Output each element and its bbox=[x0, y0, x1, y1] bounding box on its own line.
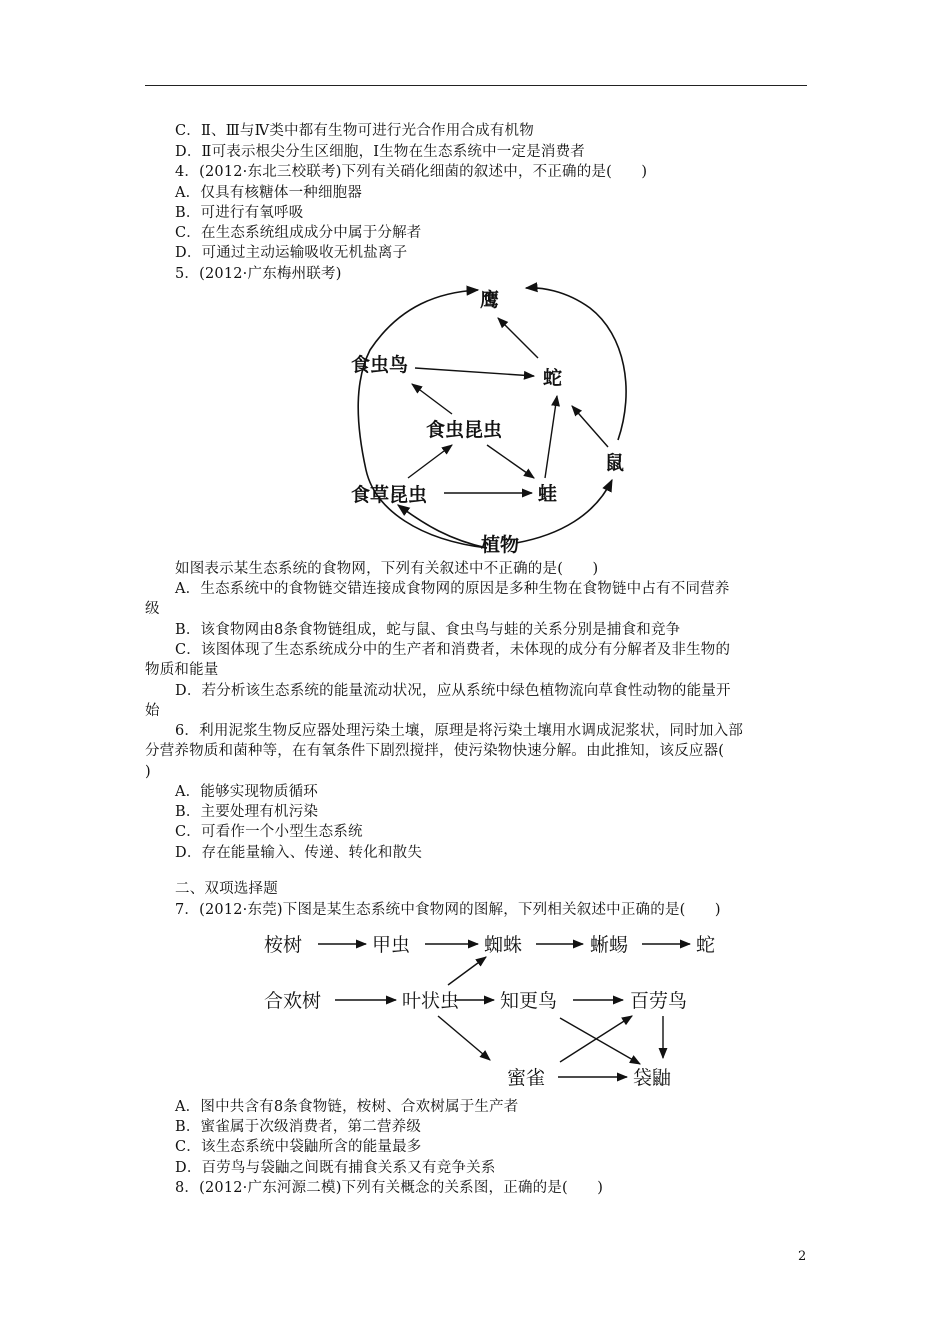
q4-option-a: A．仅具有核糖体一种细胞器 bbox=[175, 185, 363, 201]
node-albizia: 合欢树 bbox=[264, 990, 322, 1012]
q6-option-a: A．能够实现物质循环 bbox=[175, 784, 318, 800]
q5-option-c-line1: C．该图体现了生态系统成分中的生产者和消费者，未体现的成分有分解者及非生物的 bbox=[175, 642, 731, 658]
q6-stem-line1: 6．利用泥浆生物反应器处理污染土壤，原理是将污染土壤用水调成泥浆状，同时加入部 bbox=[175, 723, 744, 739]
q7-option-b: B．蜜雀属于次级消费者，第二营养级 bbox=[175, 1119, 422, 1135]
q4-stem: 4．(2012·东北三校联考)下列有关硝化细菌的叙述中，不正确的是( ) bbox=[175, 164, 648, 180]
q7-option-a: A．图中共含有8条食物链，桉树、合欢树属于生产者 bbox=[175, 1099, 519, 1115]
node-herbivorous-insect: 食草昆虫 bbox=[351, 484, 428, 506]
node-leaf-insect: 叶状虫 bbox=[402, 990, 460, 1012]
q6-option-b: B．主要处理有机污染 bbox=[175, 804, 319, 820]
q7-option-d: D．百劳鸟与袋鼬之间既有捕食关系又有竞争关系 bbox=[175, 1160, 496, 1176]
node-lizard: 蜥蜴 bbox=[590, 934, 629, 956]
node-quoll: 袋鼬 bbox=[633, 1067, 672, 1089]
q5-option-a-line1: A．生态系统中的食物链交错连接成食物网的原因是多种生物在食物链中占有不同营养 bbox=[175, 581, 730, 597]
q4-option-b: B．可进行有氧呼吸 bbox=[175, 205, 304, 221]
node-snake: 蛇 bbox=[543, 367, 563, 389]
q3-option-c: C．Ⅱ、Ⅲ与Ⅳ类中都有生物可进行光合作用合成有机物 bbox=[175, 123, 534, 139]
node-insectivorous-insect: 食虫昆虫 bbox=[426, 419, 503, 441]
node-spider: 蜘蛛 bbox=[484, 934, 523, 956]
page-number: 2 bbox=[798, 1249, 807, 1264]
node-eagle: 鹰 bbox=[480, 289, 500, 311]
q4-option-c: C．在生态系统组成成分中属于分解者 bbox=[175, 225, 422, 241]
node-snake-2: 蛇 bbox=[696, 934, 716, 956]
q5-stem-source: 5．(2012·广东梅州联考) bbox=[175, 266, 342, 282]
node-honeyeater: 蜜雀 bbox=[507, 1067, 546, 1089]
q8-stem: 8．(2012·广东河源二模)下列有关概念的关系图，正确的是( ) bbox=[175, 1180, 604, 1196]
section-heading: 二、双项选择题 bbox=[175, 881, 278, 897]
q3-option-d: D．Ⅱ可表示根尖分生区细胞，Ⅰ生物在生态系统中一定是消费者 bbox=[175, 144, 586, 160]
q6-stem-line2: 分营养物质和菌种等，在有氧条件下剧烈搅拌，使污染物快速分解。由此推知，该反应器( bbox=[145, 743, 725, 759]
q6-option-d: D．存在能量输入、传递、转化和散失 bbox=[175, 845, 423, 861]
node-frog: 蛙 bbox=[538, 483, 558, 505]
q4-option-d: D．可通过主动运输吸收无机盐离子 bbox=[175, 245, 408, 261]
q5-option-d-line1: D．若分析该生态系统的能量流动状况，应从系统中绿色植物流向草食性动物的能量开 bbox=[175, 683, 731, 699]
node-eucalyptus: 桉树 bbox=[264, 934, 303, 956]
q5-option-c-line2: 物质和能量 bbox=[145, 662, 219, 678]
q5-option-d-line2: 始 bbox=[145, 703, 160, 719]
q7-option-c: C．该生态系统中袋鼬所含的能量最多 bbox=[175, 1139, 422, 1155]
node-robin: 知更鸟 bbox=[500, 990, 558, 1012]
node-insectivorous-bird: 食虫鸟 bbox=[351, 354, 409, 376]
q6-stem-line3: ) bbox=[145, 764, 151, 780]
q5-question: 如图表示某生态系统的食物网，下列有关叙述中不正确的是( ) bbox=[175, 561, 599, 577]
q6-option-c: C．可看作一个小型生态系统 bbox=[175, 824, 363, 840]
q7-stem: 7．(2012·东莞)下图是某生态系统中食物网的图解，下列相关叙述中正确的是( ) bbox=[175, 902, 721, 918]
node-mouse: 鼠 bbox=[605, 452, 625, 474]
q5-option-a-line2: 级 bbox=[145, 601, 160, 617]
q5-option-b: B．该食物网由8条食物链组成，蛇与鼠、食虫鸟与蛙的关系分别是捕食和竞争 bbox=[175, 622, 681, 638]
node-beetle: 甲虫 bbox=[372, 934, 411, 956]
node-shrike: 百劳鸟 bbox=[630, 990, 688, 1012]
node-plant: 植物 bbox=[481, 534, 520, 556]
